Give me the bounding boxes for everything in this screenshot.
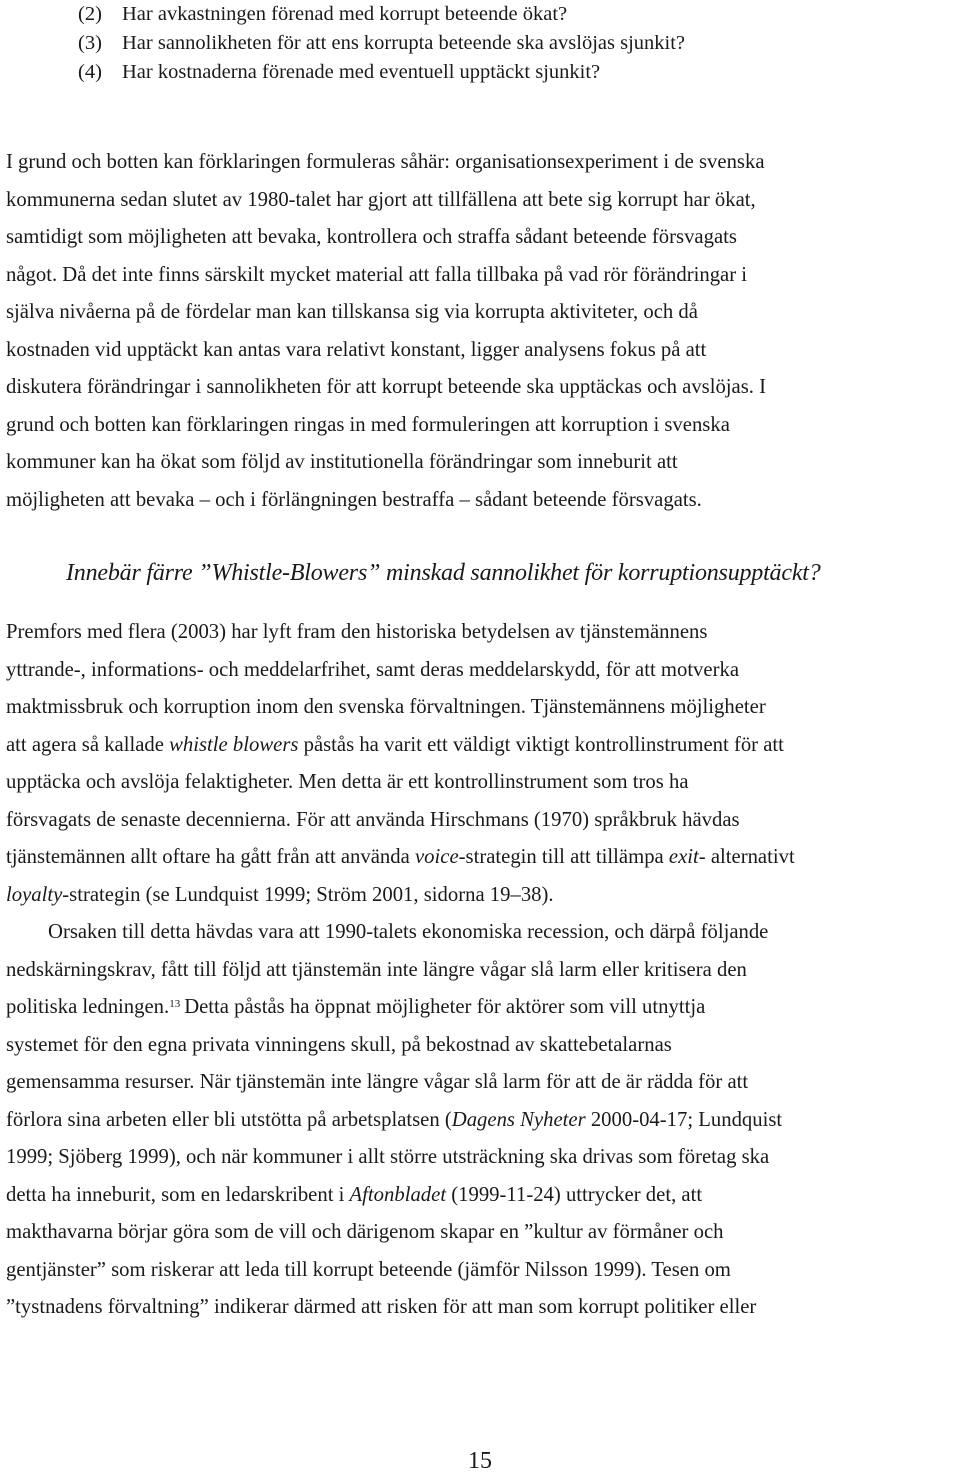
italic-term: exit: [668, 846, 699, 868]
text-span: - alternativt: [698, 846, 795, 868]
text-span: -strategin till att tillämpa: [458, 846, 669, 868]
text-line: [6, 1177, 954, 1215]
text-line: samtidigt som möjligheten att bevaka, kontrollera och straffa sådant beteende försvagats: [6, 226, 737, 248]
text-line: diskutera förändringar i sannolikheten för att korrupt beteende ska upptäckas och avslöjas. I: [6, 376, 767, 398]
italic-term: loyalty: [6, 883, 63, 906]
list-item: [78, 0, 938, 29]
italic-term: voice: [414, 846, 459, 868]
text-line: upptäcka och avslöja felaktigheter. Men detta är ett kontrollinstrument som tros ha: [6, 771, 689, 793]
text-span: tjänstemännen allt oftare ha gått från att använda: [6, 846, 415, 868]
text-line: gemensamma resurser. När tjänstemän inte längre vågar slå larm för att de är rädda för att: [6, 1071, 749, 1093]
question-list: [78, 0, 938, 87]
text-span: Detta påstås ha öppnat möjligheter för aktörer som vill utnyttja: [184, 996, 706, 1018]
text-span: förlora sina arbeten eller bli utstötta på arbetsplatsen (: [6, 1108, 452, 1131]
text-line: nedskärningskrav, fått till följd att tjänstemän inte längre vågar slå larm eller kritisera den: [6, 958, 747, 981]
list-number: (2): [78, 3, 102, 25]
text-line: [6, 877, 954, 915]
text-line: grund och botten kan förklaringen ringas in med formuleringen att korruption i svenska: [6, 413, 730, 436]
italic-term: Aftonbladet: [349, 1183, 447, 1206]
text-line: kommuner kan ha ökat som följd av institutionella förändringar som inneburit att: [6, 451, 678, 473]
text-line: [6, 989, 954, 1027]
italic-term: whistle blowers: [169, 733, 299, 756]
list-number: (4): [78, 61, 102, 83]
text-span: detta ha inneburit, som en ledarskribent i: [6, 1183, 350, 1206]
text-line: själva nivåerna på de fördelar man kan tillskansa sig via korrupta aktiviteter, och då: [6, 301, 698, 323]
text-line: gentjänster” som riskerar att leda till korrupt beteende (jämför Nilsson 1999). Tesen om: [6, 1258, 731, 1281]
text-span: 2000-04-17; Lundquist: [585, 1108, 783, 1131]
paragraph-1: [6, 144, 954, 519]
text-line: Premfors med flera (2003) har lyft fram den historiska betydelsen av tjänstemännens: [6, 621, 708, 643]
text-line: ”tystnadens förvaltning” indikerar därmed att risken för att man som korrupt politiker eller: [6, 1296, 757, 1318]
list-text: Har sannolikheten för att ens korrupta beteende ska avslöjas sjunkit?: [122, 32, 686, 54]
text-span: -strategin (se Lundquist 1999; Ström 2001, sidorna 19–38).: [62, 883, 554, 906]
text-line: Orsaken till detta hävdas vara att 1990-talets ekonomiska recession, och därpå följande: [48, 921, 769, 943]
text-span: att agera så kallade: [6, 733, 170, 756]
text-span: (1999-11-24) uttrycker det, att: [446, 1183, 703, 1206]
section-heading: Innebär färre ”Whistle-Blowers” minskad sannolikhet för korruptionsupptäckt?: [66, 560, 821, 586]
text-line: I grund och botten kan förklaringen formuleras såhär: organisationsexperiment i de svenska: [6, 151, 765, 173]
list-text: Har kostnaderna förenade med eventuell upptäckt sjunkit?: [122, 61, 601, 83]
list-item: [78, 29, 938, 58]
list-number: (3): [78, 32, 102, 54]
paragraph-2: [6, 614, 954, 1327]
text-line: något. Då det inte finns särskilt mycket material att falla tillbaka på vad rör förändringar i: [6, 263, 748, 286]
text-line: yttrande-, informations- och meddelarfrihet, samt deras meddelarskydd, för att motverka: [6, 658, 740, 681]
footnote-marker[interactable]: 13: [169, 998, 181, 1010]
text-line: 1999; Sjöberg 1999), och när kommuner i allt större utsträckning ska drivas som företag ska: [6, 1146, 770, 1168]
text-span: påstås ha varit ett väldigt viktigt kontrollinstrument för att: [298, 733, 784, 756]
text-line: kommunerna sedan slutet av 1980-talet har gjort att tillfällena att bete sig korrupt har ökat,: [6, 188, 756, 211]
page-number: 15: [468, 1448, 492, 1474]
text-line: makthavarna börjar göra som de vill och därigenom skapar en ”kultur av förmåner och: [6, 1221, 724, 1243]
text-line: försvagats de senaste decennierna. För att använda Hirschmans (1970) språkbruk hävdas: [6, 808, 740, 831]
text-line: möjligheten att bevaka – och i förlängningen bestraffa – sådant beteende försvagats.: [6, 488, 702, 511]
text-line: kostnaden vid upptäckt kan antas vara relativt konstant, ligger analysens fokus på att: [6, 338, 707, 361]
text-line: systemet för den egna privata vinningens skull, på bekostnad av skattebetalarnas: [6, 1033, 672, 1056]
text-line: [6, 1102, 954, 1140]
text-line: [6, 727, 954, 765]
list-item: [78, 58, 938, 87]
text-line: maktmissbruk och korruption inom den svenska förvaltningen. Tjänstemännens möjligheter: [6, 696, 766, 718]
text-line: [6, 839, 954, 877]
list-text: Har avkastningen förenad med korrupt beteende ökat?: [122, 3, 568, 25]
italic-term: Dagens Nyheter: [451, 1108, 586, 1131]
text-span: politiska ledningen.: [6, 996, 170, 1018]
